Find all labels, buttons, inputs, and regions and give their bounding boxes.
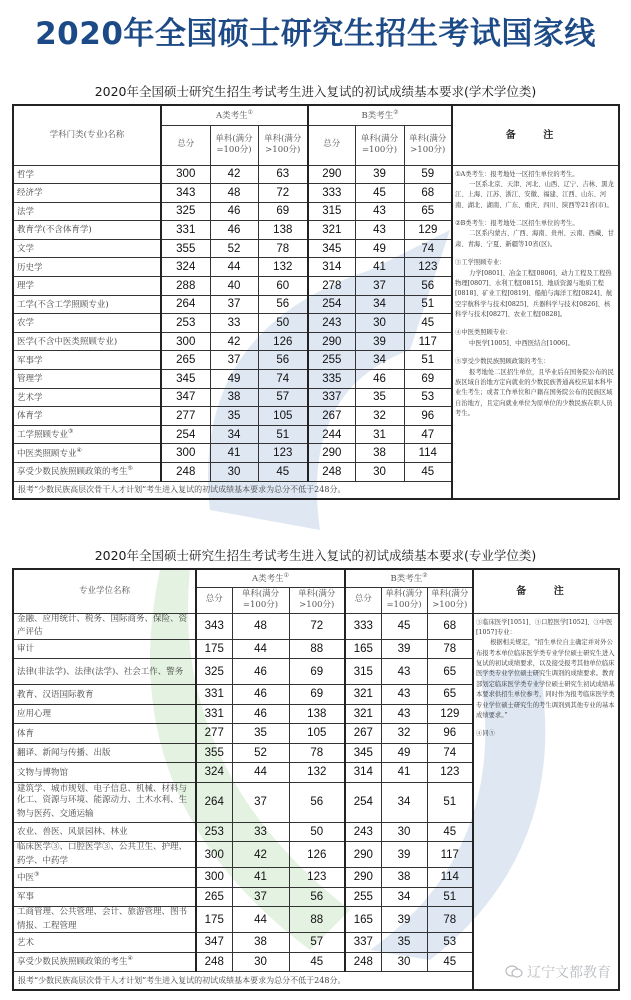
- score-a-single100: 30: [210, 463, 258, 482]
- score-a-total: 265: [196, 887, 232, 907]
- score-b-total: 290: [308, 444, 355, 463]
- score-a-single100: 52: [210, 239, 258, 258]
- score-b-total: 315: [345, 659, 381, 685]
- score-b-singlegt100: 117: [427, 842, 473, 868]
- score-a-singlegt100: 132: [258, 258, 308, 277]
- brand-watermark: [505, 962, 611, 982]
- score-a-total: 265: [161, 351, 210, 370]
- score-a-singlegt100: 105: [289, 724, 345, 744]
- score-a-single100: 46: [210, 221, 258, 240]
- row-name: 农业、兽医、风景园林、林业: [13, 822, 196, 842]
- score-a-total: 300: [161, 444, 210, 463]
- score-b-singlegt100: 47: [404, 425, 452, 444]
- score-a-single100: 42: [232, 842, 289, 868]
- score-a-total: 325: [196, 659, 232, 685]
- score-b-singlegt100: 69: [404, 370, 452, 389]
- page-title: 2020年全国硕士研究生招生考试国家线: [35, 16, 596, 52]
- professional-header-group-a: A类考生①: [196, 569, 345, 587]
- score-b-single100: 43: [355, 221, 404, 240]
- row-name: 法律(非法学)、法律(法学)、社会工作、警务: [13, 659, 196, 685]
- score-b-singlegt100: 45: [427, 952, 473, 972]
- score-a-total: 300: [161, 165, 210, 184]
- score-b-total: 333: [345, 613, 381, 639]
- score-a-single100: 33: [232, 822, 289, 842]
- score-b-single100: 39: [381, 907, 427, 933]
- score-a-total: 325: [161, 202, 210, 221]
- score-a-single100: 35: [232, 724, 289, 744]
- score-a-total: 355: [196, 743, 232, 763]
- score-b-singlegt100: 74: [427, 743, 473, 763]
- score-a-single100: 40: [210, 277, 258, 296]
- score-b-single100: 35: [355, 388, 404, 407]
- score-a-singlegt100: 50: [258, 314, 308, 333]
- score-b-total: 254: [308, 295, 355, 314]
- score-b-single100: 45: [355, 184, 404, 203]
- professional-header-a-singlegt100: 单科(满分>100分): [289, 587, 345, 613]
- score-b-single100: 34: [355, 295, 404, 314]
- row-name: 军事: [13, 887, 196, 907]
- brand-name: 辽宁文都教育: [527, 965, 611, 981]
- score-b-single100: 30: [355, 314, 404, 333]
- row-name: 经济学: [13, 184, 161, 203]
- score-a-single100: 52: [232, 743, 289, 763]
- score-a-singlegt100: 72: [289, 613, 345, 639]
- score-a-total: 277: [196, 724, 232, 744]
- score-b-singlegt100: 114: [404, 444, 452, 463]
- score-b-singlegt100: 78: [427, 907, 473, 933]
- score-b-singlegt100: 123: [404, 258, 452, 277]
- score-b-single100: 49: [381, 743, 427, 763]
- score-a-single100: 33: [210, 314, 258, 333]
- row-name: 军事学: [13, 351, 161, 370]
- score-a-singlegt100: 123: [289, 868, 345, 888]
- score-a-single100: 46: [232, 685, 289, 705]
- remarks-column: [452, 165, 619, 499]
- score-b-total: 337: [308, 388, 355, 407]
- professional-header-b-singlegt100: 单科(满分>100分): [427, 587, 473, 613]
- academic-table: [12, 104, 618, 500]
- score-a-single100: 48: [210, 184, 258, 203]
- academic-header-group-b: B类考生②: [308, 105, 452, 125]
- row-name: 法学: [13, 202, 161, 221]
- academic-table-title: 2020年全国硕士研究生招生考试考生进入复试的初试成绩基本要求(学术学位类): [94, 84, 537, 99]
- score-b-single100: 35: [381, 933, 427, 953]
- score-b-total: 290: [308, 165, 355, 184]
- score-a-singlegt100: 126: [289, 842, 345, 868]
- row-name: 体育: [13, 724, 196, 744]
- score-b-total: 255: [308, 351, 355, 370]
- score-b-total: 321: [308, 221, 355, 240]
- remarks-column: [473, 613, 619, 990]
- professional-header-group-b: B类考生②: [345, 569, 473, 587]
- score-b-singlegt100: 45: [427, 822, 473, 842]
- score-a-total: 300: [196, 868, 232, 888]
- score-b-single100: 30: [381, 952, 427, 972]
- score-a-total: 253: [196, 822, 232, 842]
- score-a-single100: 46: [210, 202, 258, 221]
- footnote: 报考“少数民族高层次骨干人才计划”考生进入复试的初试成绩基本要求为总分不低于248分。: [13, 972, 473, 990]
- score-a-singlegt100: 78: [289, 743, 345, 763]
- row-name: 艺术: [13, 933, 196, 953]
- row-name: 文学: [13, 239, 161, 258]
- score-a-singlegt100: 132: [289, 763, 345, 783]
- score-a-singlegt100: 69: [289, 685, 345, 705]
- score-a-single100: 38: [232, 933, 289, 953]
- score-b-singlegt100: 68: [404, 184, 452, 203]
- professional-header-b-total: 总分: [345, 587, 381, 613]
- row-name: 教育学(不含体育学): [13, 221, 161, 240]
- row-name: 享受少数民族照顾政策的考生④: [13, 952, 196, 972]
- row-name: 审计: [13, 639, 196, 659]
- score-b-singlegt100: 53: [427, 933, 473, 953]
- row-name: 医学(不含中医类照顾专业): [13, 332, 161, 351]
- score-b-total: 345: [308, 239, 355, 258]
- row-name: 翻译、新闻与传播、出版: [13, 743, 196, 763]
- score-a-singlegt100: 51: [258, 425, 308, 444]
- score-b-single100: 32: [381, 724, 427, 744]
- table-row: [13, 613, 619, 639]
- score-b-single100: 46: [355, 370, 404, 389]
- score-a-singlegt100: 56: [289, 782, 345, 822]
- score-b-single100: 43: [381, 659, 427, 685]
- score-a-singlegt100: 57: [289, 933, 345, 953]
- score-b-single100: 43: [381, 685, 427, 705]
- score-b-single100: 38: [355, 444, 404, 463]
- score-a-singlegt100: 88: [289, 639, 345, 659]
- remark-item: ④同⑤: [476, 730, 495, 738]
- professional-header-b-single100: 单科(满分=100分): [381, 587, 427, 613]
- score-b-single100: 30: [355, 463, 404, 482]
- score-b-singlegt100: 53: [404, 388, 452, 407]
- score-a-total: 175: [196, 907, 232, 933]
- score-a-total: 300: [161, 332, 210, 351]
- row-name: 临床医学③、口腔医学③、公共卫生、护理、药学、中药学: [13, 842, 196, 868]
- wechat-icon: [505, 965, 523, 979]
- score-b-singlegt100: 56: [404, 277, 452, 296]
- score-a-singlegt100: 126: [258, 332, 308, 351]
- academic-header-a-singlegt100: 单科(满分>100分): [258, 125, 308, 165]
- score-a-single100: 46: [232, 704, 289, 724]
- footnote: 报考“少数民族高层次骨干人才计划”考生进入复试的初试成绩基本要求为总分不低于248分。: [13, 481, 452, 499]
- score-a-singlegt100: 45: [258, 463, 308, 482]
- row-name: 教育、汉语国际教育: [13, 685, 196, 705]
- score-b-singlegt100: 129: [404, 221, 452, 240]
- row-name: 中医类照顾专业④: [13, 444, 161, 463]
- score-a-singlegt100: 123: [258, 444, 308, 463]
- score-a-singlegt100: 56: [258, 351, 308, 370]
- score-b-singlegt100: 65: [427, 685, 473, 705]
- score-b-total: 278: [308, 277, 355, 296]
- remark-item: ⑤享受少数民族照顾政策的考生： 报考地处二区招生单位，且毕业后在国务院公布的民族区域自治地方定向就业的少数民族普通高校应届本科毕业生考生；或者工作单位和户籍在国务院公布的民族区域自治地方，且定向就业单位为原单位的少数民族在职人员考生。: [455, 358, 614, 417]
- score-b-single100: 41: [355, 258, 404, 277]
- score-a-single100: 48: [232, 613, 289, 639]
- score-b-single100: 32: [355, 407, 404, 426]
- academic-header-a-single100: 单科(满分=100分): [210, 125, 258, 165]
- score-a-single100: 41: [232, 868, 289, 888]
- score-b-total: 321: [345, 704, 381, 724]
- row-name: 应用心理: [13, 704, 196, 724]
- score-a-single100: 35: [210, 407, 258, 426]
- score-b-total: 337: [345, 933, 381, 953]
- remark-item: ③临床医学[1051]、③口腔医学[1052]、③中医[1057]专业： 根据相关规定，“招生单位自主确定并对外公布报考本单位临床医学类专业学位硕士研究生进入复试的初试成绩要求，以及接受报考其他单位临床医学类专业学位硕士研究生调剂的成绩要求。教育部划定临床医学类专业学位硕士研究生初试成绩基本要求供招生单位参考，同时作为报考临床医学类专业学位硕士研究生的考生调剂到其他专业的基本成绩要求。”: [476, 618, 615, 719]
- score-a-total: 264: [196, 782, 232, 822]
- score-b-singlegt100: 96: [404, 407, 452, 426]
- score-b-single100: 39: [381, 639, 427, 659]
- score-a-single100: 44: [232, 907, 289, 933]
- score-b-single100: 39: [381, 842, 427, 868]
- professional-table: [12, 568, 618, 991]
- score-b-single100: 38: [381, 868, 427, 888]
- score-b-single100: 43: [355, 202, 404, 221]
- score-a-total: 331: [161, 221, 210, 240]
- score-a-single100: 42: [210, 165, 258, 184]
- score-b-singlegt100: 123: [427, 763, 473, 783]
- academic-header-b-singlegt100: 单科(满分>100分): [404, 125, 452, 165]
- score-a-total: 175: [196, 639, 232, 659]
- score-b-singlegt100: 59: [404, 165, 452, 184]
- score-b-total: 290: [345, 842, 381, 868]
- row-name: 艺术学: [13, 388, 161, 407]
- score-a-total: 345: [161, 370, 210, 389]
- score-a-singlegt100: 69: [289, 659, 345, 685]
- score-a-total: 264: [161, 295, 210, 314]
- score-b-single100: 37: [355, 277, 404, 296]
- score-a-single100: 41: [210, 444, 258, 463]
- score-a-single100: 44: [232, 639, 289, 659]
- row-name: 理学: [13, 277, 161, 296]
- score-b-total: 315: [308, 202, 355, 221]
- score-b-total: 290: [345, 868, 381, 888]
- row-name: 工商管理、公共管理、会计、旅游管理、图书情报、工程管理: [13, 907, 196, 933]
- score-a-total: 248: [196, 952, 232, 972]
- score-b-total: 165: [345, 639, 381, 659]
- score-b-total: 243: [308, 314, 355, 333]
- score-b-singlegt100: 129: [427, 704, 473, 724]
- score-b-singlegt100: 51: [427, 887, 473, 907]
- remark-item: ①A类考生：报考地处一区招生单位的考生。 一区系北京、天津、河北、山西、辽宁、吉林、黑龙江、上海、江苏、浙江、安徽、福建、江西、山东、河南、湖北、湖南、广东、重庆、四川、陕西等21省(市)。: [455, 170, 614, 209]
- score-a-total: 331: [196, 685, 232, 705]
- row-name: 哲学: [13, 165, 161, 184]
- score-b-single100: 45: [381, 613, 427, 639]
- score-a-total: 331: [196, 704, 232, 724]
- score-b-singlegt100: 51: [404, 295, 452, 314]
- score-b-single100: 34: [381, 782, 427, 822]
- score-b-total: 335: [308, 370, 355, 389]
- professional-header-remarks: 备 注: [473, 569, 619, 613]
- score-b-singlegt100: 74: [404, 239, 452, 258]
- score-a-total: 347: [196, 933, 232, 953]
- row-name: 历史学: [13, 258, 161, 277]
- score-b-total: 267: [308, 407, 355, 426]
- score-b-singlegt100: 45: [404, 314, 452, 333]
- score-a-total: 324: [196, 763, 232, 783]
- score-a-singlegt100: 50: [289, 822, 345, 842]
- professional-header-name: 专业学位名称: [13, 569, 196, 613]
- score-b-single100: 41: [381, 763, 427, 783]
- score-b-total: 345: [345, 743, 381, 763]
- row-name: 享受少数民族照顾政策的考生⑤: [13, 463, 161, 482]
- score-a-total: 347: [161, 388, 210, 407]
- score-b-single100: 31: [355, 425, 404, 444]
- score-b-total: 314: [345, 763, 381, 783]
- score-b-singlegt100: 65: [427, 659, 473, 685]
- score-b-total: 333: [308, 184, 355, 203]
- score-a-singlegt100: 56: [289, 887, 345, 907]
- score-a-total: 324: [161, 258, 210, 277]
- score-a-singlegt100: 74: [258, 370, 308, 389]
- academic-header-remarks: 备 注: [452, 105, 619, 165]
- score-a-singlegt100: 57: [258, 388, 308, 407]
- row-name: 工学照顾专业③: [13, 425, 161, 444]
- academic-header-b-single100: 单科(满分=100分): [355, 125, 404, 165]
- score-a-singlegt100: 45: [289, 952, 345, 972]
- score-a-single100: 37: [232, 887, 289, 907]
- score-b-total: 255: [345, 887, 381, 907]
- score-b-singlegt100: 51: [427, 782, 473, 822]
- remark-item: ③工学照顾专业： 力学[0801]、冶金工程[0806]、动力工程及工程热物理[0807]、水利工程[0815]、地质资源与地质工程[0818]、矿业工程[0819]、船舶与海洋工程[0824]、航空宇航科学与技术[0825]、兵器科学与技术[0826]、核科学与技术[0827]、农业工程[0828]。: [455, 259, 613, 318]
- academic-header-b-total: 总分: [308, 125, 355, 165]
- score-b-total: 290: [308, 332, 355, 351]
- score-a-total: 248: [161, 463, 210, 482]
- score-b-singlegt100: 51: [404, 351, 452, 370]
- row-name: 建筑学、城市规划、电子信息、机械、材料与化工、资源与环境、能源动力、土木水利、生物与医药、交通运输: [13, 782, 196, 822]
- score-b-total: 165: [345, 907, 381, 933]
- score-b-single100: 39: [355, 332, 404, 351]
- score-a-single100: 49: [210, 370, 258, 389]
- score-b-total: 243: [345, 822, 381, 842]
- score-a-total: 277: [161, 407, 210, 426]
- score-a-total: 254: [161, 425, 210, 444]
- row-name: 文物与博物馆: [13, 763, 196, 783]
- score-b-singlegt100: 65: [404, 202, 452, 221]
- remark-item: ②B类考生：报考地处二区招生单位的考生。 二区系内蒙古、广西、海南、贵州、云南、西藏、甘肃、青海、宁夏、新疆等10省(区)。: [455, 220, 614, 248]
- score-a-single100: 38: [210, 388, 258, 407]
- score-a-single100: 42: [210, 332, 258, 351]
- row-name: 金融、应用统计、税务、国际商务、保险、资产评估: [13, 613, 196, 639]
- score-a-singlegt100: 72: [258, 184, 308, 203]
- score-b-single100: 49: [355, 239, 404, 258]
- score-a-total: 288: [161, 277, 210, 296]
- score-b-single100: 39: [355, 165, 404, 184]
- score-b-total: 267: [345, 724, 381, 744]
- score-b-singlegt100: 68: [427, 613, 473, 639]
- score-a-single100: 37: [232, 782, 289, 822]
- score-a-singlegt100: 78: [258, 239, 308, 258]
- score-a-single100: 44: [210, 258, 258, 277]
- professional-header-a-total: 总分: [196, 587, 232, 613]
- academic-header-a-total: 总分: [161, 125, 210, 165]
- score-a-total: 355: [161, 239, 210, 258]
- score-a-singlegt100: 56: [258, 295, 308, 314]
- score-a-single100: 37: [210, 351, 258, 370]
- professional-header-a-single100: 单科(满分=100分): [232, 587, 289, 613]
- professional-table-title: 2020年全国硕士研究生招生考试考生进入复试的初试成绩基本要求(专业学位类): [94, 548, 537, 563]
- score-a-singlegt100: 60: [258, 277, 308, 296]
- score-b-total: 248: [345, 952, 381, 972]
- score-a-total: 343: [196, 613, 232, 639]
- score-a-total: 343: [161, 184, 210, 203]
- score-b-singlegt100: 45: [404, 463, 452, 482]
- score-a-singlegt100: 88: [289, 907, 345, 933]
- academic-header-name: 学科门类(专业)名称: [13, 105, 161, 165]
- score-a-singlegt100: 69: [258, 202, 308, 221]
- score-a-singlegt100: 63: [258, 165, 308, 184]
- score-a-total: 253: [161, 314, 210, 333]
- score-b-single100: 43: [381, 704, 427, 724]
- row-name: 中医③: [13, 868, 196, 888]
- academic-header-group-a: A类考生①: [161, 105, 308, 125]
- row-name: 农学: [13, 314, 161, 333]
- score-a-single100: 37: [210, 295, 258, 314]
- remark-item: ④中医类照顾专业： 中医学[1005]、中西医结合[1006]。: [455, 329, 574, 347]
- score-b-total: 254: [345, 782, 381, 822]
- score-b-singlegt100: 96: [427, 724, 473, 744]
- score-a-singlegt100: 138: [258, 221, 308, 240]
- score-a-total: 300: [196, 842, 232, 868]
- score-b-total: 248: [308, 463, 355, 482]
- score-b-singlegt100: 78: [427, 639, 473, 659]
- score-a-single100: 34: [210, 425, 258, 444]
- score-a-single100: 30: [232, 952, 289, 972]
- score-a-singlegt100: 138: [289, 704, 345, 724]
- score-b-single100: 34: [381, 887, 427, 907]
- score-b-total: 244: [308, 425, 355, 444]
- score-b-single100: 34: [355, 351, 404, 370]
- row-name: 工学(不含工学照顾专业): [13, 295, 161, 314]
- score-b-total: 314: [308, 258, 355, 277]
- score-a-single100: 44: [232, 763, 289, 783]
- score-b-singlegt100: 114: [427, 868, 473, 888]
- row-name: 管理学: [13, 370, 161, 389]
- score-b-single100: 30: [381, 822, 427, 842]
- score-a-single100: 46: [232, 659, 289, 685]
- score-b-singlegt100: 117: [404, 332, 452, 351]
- score-b-total: 321: [345, 685, 381, 705]
- table-row: [13, 165, 619, 184]
- row-name: 体育学: [13, 407, 161, 426]
- score-a-singlegt100: 105: [258, 407, 308, 426]
